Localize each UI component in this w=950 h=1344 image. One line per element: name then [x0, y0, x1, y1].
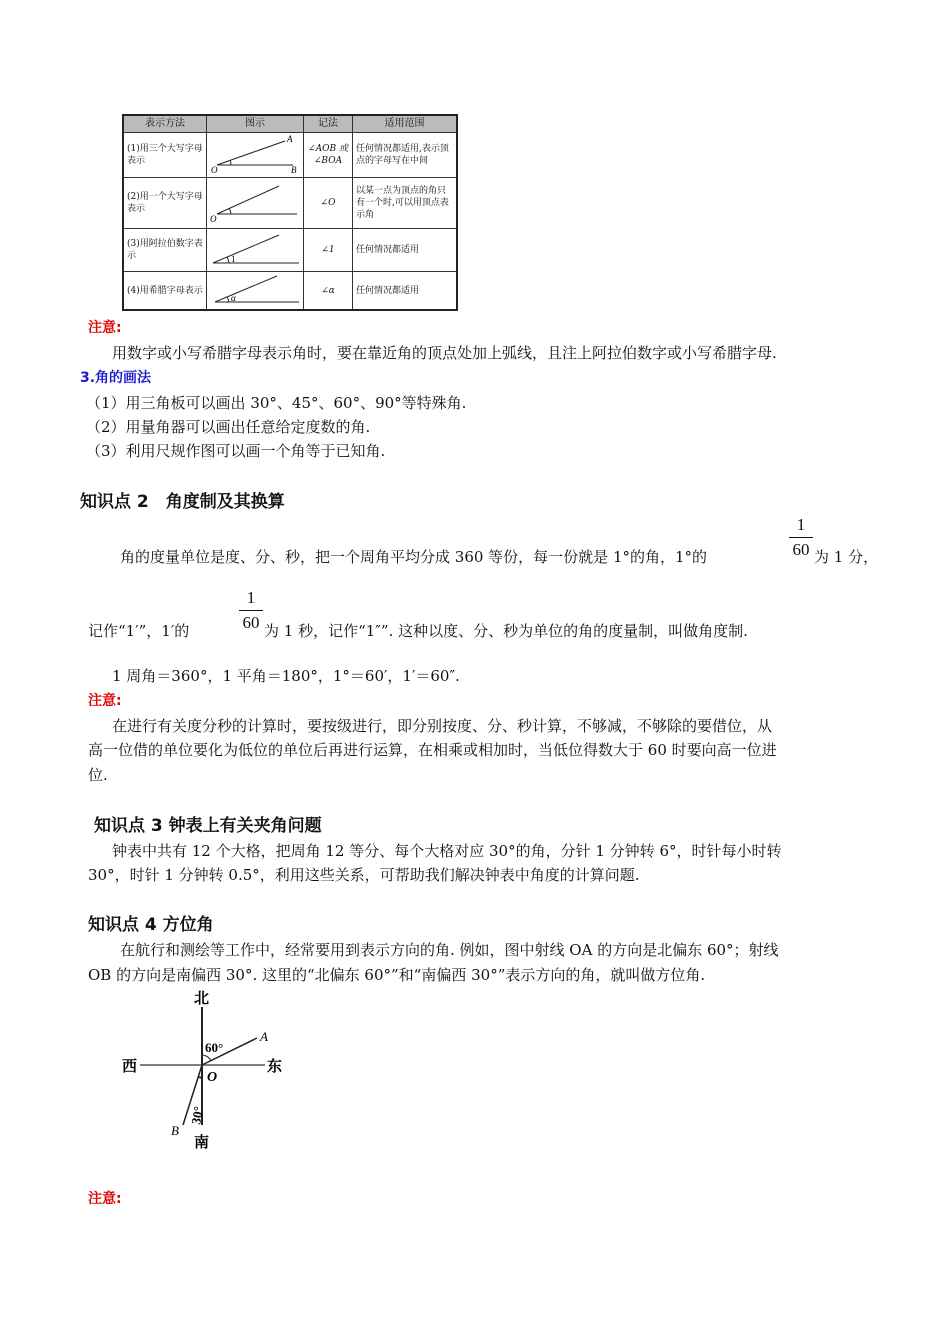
table-header: 适用范围 [353, 115, 458, 133]
angle-notation-table [122, 114, 458, 311]
paragraph-text: 记作“1′”，1′的 [88, 622, 190, 640]
table-header: 记法 [304, 115, 353, 133]
note-text: 位. [88, 766, 108, 784]
svg-text:B: B [171, 1123, 179, 1138]
table-row [123, 178, 457, 229]
fraction-1-60: 1 60 [789, 515, 813, 560]
bearing-diagram [110, 985, 300, 1150]
paragraph-text: 钟表中共有 12 个大格，把周角 12 等分、每个大格对应 30°的角，分针 1 分钟转 6°，时针每小时转 [112, 842, 782, 860]
paragraph-text: 角的度量单位是度、分、秒，把一个周角平均分成 360 等份，每一份就是 1°的角，1°的 [120, 548, 708, 566]
cell-scope: 任何情况都适用 [353, 272, 458, 311]
paragraph-text: 为 1 秒，记作“1″”. 这种以度、分、秒为单位的角的度量制，叫做角度制. [264, 622, 748, 640]
svg-text:南: 南 [194, 1135, 210, 1150]
svg-text:A: A [287, 134, 293, 144]
angle-figure [207, 229, 304, 272]
svg-text:α: α [231, 293, 236, 303]
note-text: 用数字或小写希腊字母表示角时，要在靠近角的顶点处加上弧线，且注上阿拉伯数字或小写希腊字母. [112, 344, 777, 362]
cell-notation: ∠O [304, 178, 353, 229]
cell-method: (2)用一个大写字母表示 [123, 178, 207, 229]
svg-text:O: O [207, 1070, 218, 1085]
table-header: 图示 [207, 115, 304, 133]
table-row [123, 272, 457, 311]
cell-notation: ∠α [304, 272, 353, 311]
cell-notation: ∠1 [304, 229, 353, 272]
list-item: （2）用量角器可以画出任意给定度数的角. [86, 418, 371, 436]
svg-text:O: O [210, 214, 217, 224]
angle-figure [207, 272, 304, 311]
cell-scope: 任何情况都适用 [353, 229, 458, 272]
svg-text:30°: 30° [188, 1104, 207, 1126]
fraction-1-60: 1 60 [239, 588, 263, 633]
note-text: 在进行有关度分秒的计算时，要按级进行，即分别按度、分、秒计算，不够减，不够除的要借位，从 [112, 717, 773, 735]
cell-method: (1)用三个大写字母表示 [123, 133, 207, 178]
note-text: 高一位借的单位要化为低位的单位后再进行运算，在相乘或相加时，当低位得数大于 60 时要向高一位进 [88, 741, 777, 759]
svg-text:西: 西 [122, 1059, 138, 1075]
table-row [123, 133, 457, 178]
svg-text:A: A [260, 1029, 268, 1044]
paragraph-text: 为 1 分， [814, 548, 879, 566]
svg-text:60°: 60° [205, 1040, 224, 1055]
svg-text:北: 北 [194, 991, 210, 1007]
paragraph-text: OB 的方向是南偏西 30°. 这里的“北偏东 60°”和“南偏西 30°”表示方向的角，就叫做方位角. [88, 966, 706, 984]
angle-figure [207, 178, 304, 229]
cell-notation: ∠AOB 或 ∠BOA [304, 133, 353, 178]
cell-method: (3)用阿拉伯数字表示 [123, 229, 207, 272]
table-header: 表示方法 [123, 115, 207, 133]
note-label: 注意: [88, 320, 122, 336]
svg-text:B: B [291, 165, 297, 173]
paragraph-text: 30°，时针 1 分钟转 0.5°，利用这些关系，可帮助我们解决钟表中角度的计算问题. [88, 866, 640, 884]
note-label: 注意: [88, 693, 122, 709]
list-item: （1）用三角板可以画出 30°、45°、60°、90°等特殊角. [86, 394, 467, 412]
note-label: 注意: [88, 1191, 122, 1207]
svg-text:东: 东 [267, 1059, 283, 1075]
section-heading: 知识点 4 方位角 [88, 915, 214, 935]
cell-scope: 任何情况都适用,表示顶点的字母写在中间 [353, 133, 458, 178]
svg-text:1: 1 [231, 254, 236, 264]
formula-text: 1 周角＝360°，1 平角＝180°，1°＝60′，1′＝60″. [112, 667, 460, 685]
cell-method: (4)用希腊字母表示 [123, 272, 207, 311]
paragraph-text: 在航行和测绘等工作中，经常要用到表示方向的角. 例如，图中射线 OA 的方向是北偏东 60°；射线 [120, 941, 779, 959]
section-heading: 3.角的画法 [80, 370, 152, 386]
table-row [123, 229, 457, 272]
section-heading: 知识点 3 钟表上有关夹角问题 [94, 816, 322, 836]
cell-scope: 以某一点为顶点的角只有一个时,可以用顶点表示角 [353, 178, 458, 229]
svg-text:O: O [211, 165, 218, 173]
section-heading: 知识点 2 角度制及其换算 [80, 492, 285, 512]
list-item: （3）利用尺规作图可以画一个角等于已知角. [86, 442, 386, 460]
angle-figure [207, 133, 304, 178]
